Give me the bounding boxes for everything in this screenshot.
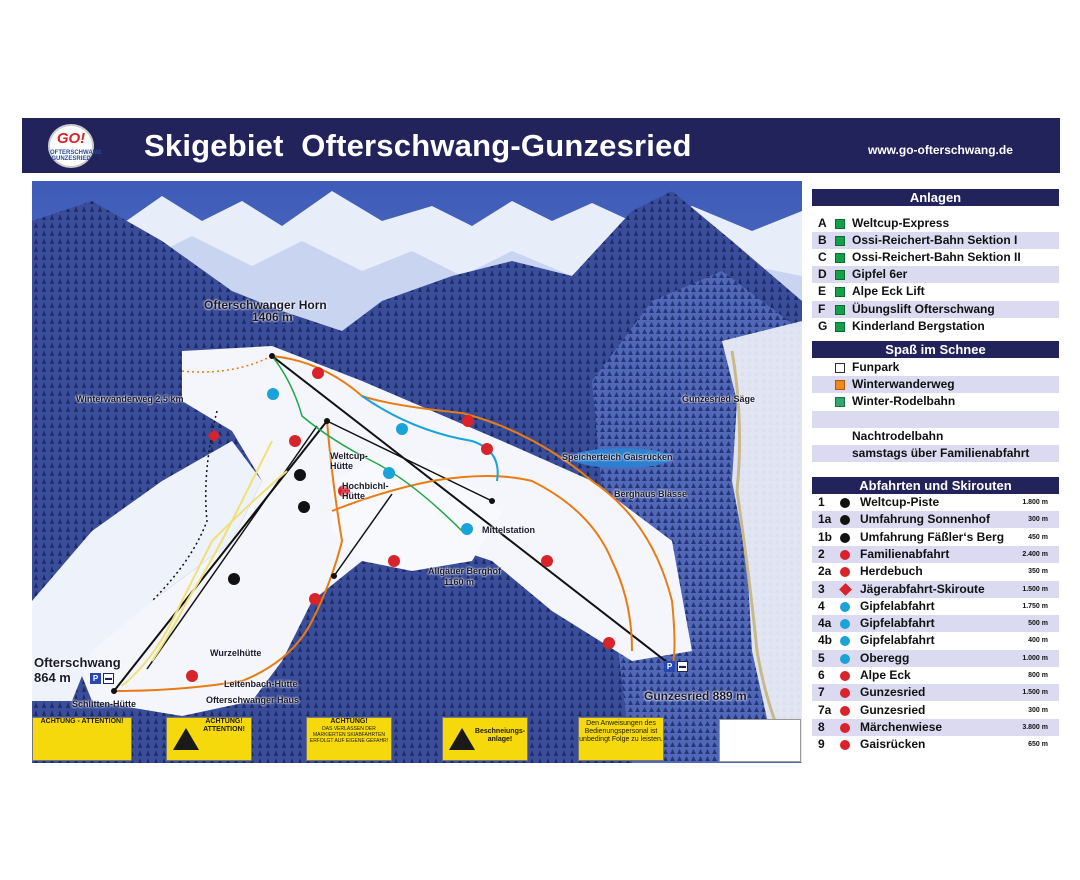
lift-row: E Alpe Eck Lift [818,284,925,298]
skiroute-diamond-icon [839,583,852,596]
label-ofterschwanger-haus: Ofterschwanger Haus [206,695,300,705]
label-gunzesried: Gunzesried 889 m [644,689,747,703]
label-berghof-altitude: 1160 m [444,577,475,587]
label-hochbichl-huette: Hochbichl- Hütte [342,481,389,501]
fun-row: Funpark [812,359,1059,376]
run-row: 9 Gaisrücken 650 m [818,737,1048,752]
snowmaking-icon [449,728,475,750]
run-row: 1 Weltcup-Piste 1.800 m [818,495,1048,509]
difficulty-dot-icon [840,688,850,698]
header-banner [22,118,1060,173]
label-mittelstation: Mittelstation [482,525,535,535]
run-row: 2 Familienabfahrt 2.400 m [812,546,1059,563]
difficulty-dot-icon [840,567,850,577]
difficulty-dot-icon [840,533,850,543]
difficulty-dot-icon [840,671,850,681]
run-row: 7 Gunzesried 1.500 m [812,684,1059,701]
label-berghaus-blaesse: Berghaus Blässe [614,489,688,499]
fun-row-empty [812,411,1059,428]
label-weltcup-huette: Weltcup- Hütte [330,451,368,471]
warning-sign-5: Den Anweisungen des Bedienungspersonal ist unbedingt Folge zu leisten. [578,717,664,761]
lift-icon [835,305,845,315]
section-abfahrten: Abfahrten und Skirouten [812,477,1059,494]
bus-icon: ▬ [105,675,112,682]
difficulty-dot-icon [840,636,850,646]
label-gunzesried-saege: Gunzesried Säge [682,394,756,404]
run-row: 1a Umfahrung Sonnenhof 300 m [812,511,1059,528]
section-anlagen: Anlagen [812,189,1059,206]
difficulty-dot-icon [840,619,850,629]
label-speicherteich: Speicherteich Gaisrücken [562,452,673,462]
fun-row: Winterwanderweg [812,376,1059,393]
section-spass-im-schnee: Spaß im Schnee [812,341,1059,358]
bus-icon: ▬ [679,663,686,670]
label-leitenbach-huette: Leitenbach-Hütte [224,679,298,689]
label-winterwanderweg: Winterwanderweg 2,5 km [76,394,184,404]
warning-sign-1: ACHTUNG - ATTENTION! [32,717,132,761]
difficulty-dot-icon [840,654,850,664]
fun-row: Winter-Rodelbahn [812,393,1059,410]
label-allgaeuer-berghof: Allgäuer Berghof [428,566,502,576]
run-row: 5 Oberegg 1.000 m [812,650,1059,667]
funpark-icon [835,363,845,373]
run-row: 4a Gipfelabfahrt 500 m [812,615,1059,632]
run-row: 6 Alpe Eck 800 m [818,668,1048,682]
logo-text: GO! [56,130,86,147]
lift-row: G Kinderland Bergstation [818,319,985,333]
go-logo[interactable] [48,124,102,168]
run-row: 2a Herdebuch 350 m [818,564,1048,579]
run-row: 8 Märchenwiese 3.800 m [812,719,1059,736]
label-ofterschwang: Ofterschwang [34,655,121,670]
lift-icon [835,270,845,280]
warning-sign-2: ACHTUNG! ATTENTION! [166,717,252,761]
fun-row: samstags über Familienabfahrt [812,445,1059,462]
warning-triangle-icon [173,728,199,750]
lift-row: C Ossi-Reichert-Bahn Sektion II [818,250,1021,264]
difficulty-dot-icon [840,723,850,733]
run-row: 3 Jägerabfahrt-Skiroute 1.500 m [812,581,1059,598]
sled-icon [835,397,845,407]
difficulty-dot-icon [840,498,850,508]
label-horn-altitude: 1406 m [252,310,293,324]
run-row: 1b Umfahrung Fäßler‘s Berg 450 m [818,529,1048,544]
parking-badge-ofterschwang: P [90,673,101,684]
parking-badge-gunzesried: P [664,661,675,672]
logo-subtext: OFTERSCHWANG GUNZESRIED [50,150,102,162]
run-row: 4b Gipfelabfahrt 400 m [818,633,1048,648]
lift-icon [835,253,845,263]
label-schlitten-huette: Schlitten-Hütte [72,699,136,709]
lift-icon [835,236,845,246]
ski-map[interactable] [32,181,802,763]
lift-row: F Übungslift Ofterschwang [812,301,1059,318]
lift-row: A Weltcup-Express [818,216,950,230]
website-link[interactable]: www.go-ofterschwang.de [868,143,1013,157]
label-ofterschwang-altitude: 864 m [34,670,71,685]
difficulty-dot-icon [840,706,850,716]
lift-icon [835,219,845,229]
lift-icon [835,322,845,332]
lift-row: B Ossi-Reichert-Bahn Sektion I [812,232,1059,249]
fun-row: Nachtrodelbahn [852,429,944,443]
lift-row: D Gipfel 6er [812,266,1059,283]
hiking-icon [835,380,845,390]
difficulty-dot-icon [840,602,850,612]
map-artwork [32,181,802,763]
run-row: 7a Gunzesried 300 m [818,702,1048,717]
difficulty-dot-icon [840,740,850,750]
run-row: 4 Gipfelabfahrt 1.750 m [818,598,1048,613]
label-ofterschwanger-horn: Ofterschwanger Horn [204,298,327,312]
difficulty-dot-icon [840,515,850,525]
difficulty-dot-icon [840,550,850,560]
label-wurzelhuette: Wurzelhütte [210,648,262,658]
mini-legend [719,719,801,762]
warning-sign-4: Beschneiungs- anlage! [442,717,528,761]
page-title: Skigebiet Ofterschwang-Gunzesried [144,128,692,163]
lift-icon [835,287,845,297]
warning-sign-3: ACHTUNG! DAS VERLASSEN DER MARKIERTEN SKIABFAHRTEN ERFOLGT AUF EIGENE GEFAHR! [306,717,392,761]
